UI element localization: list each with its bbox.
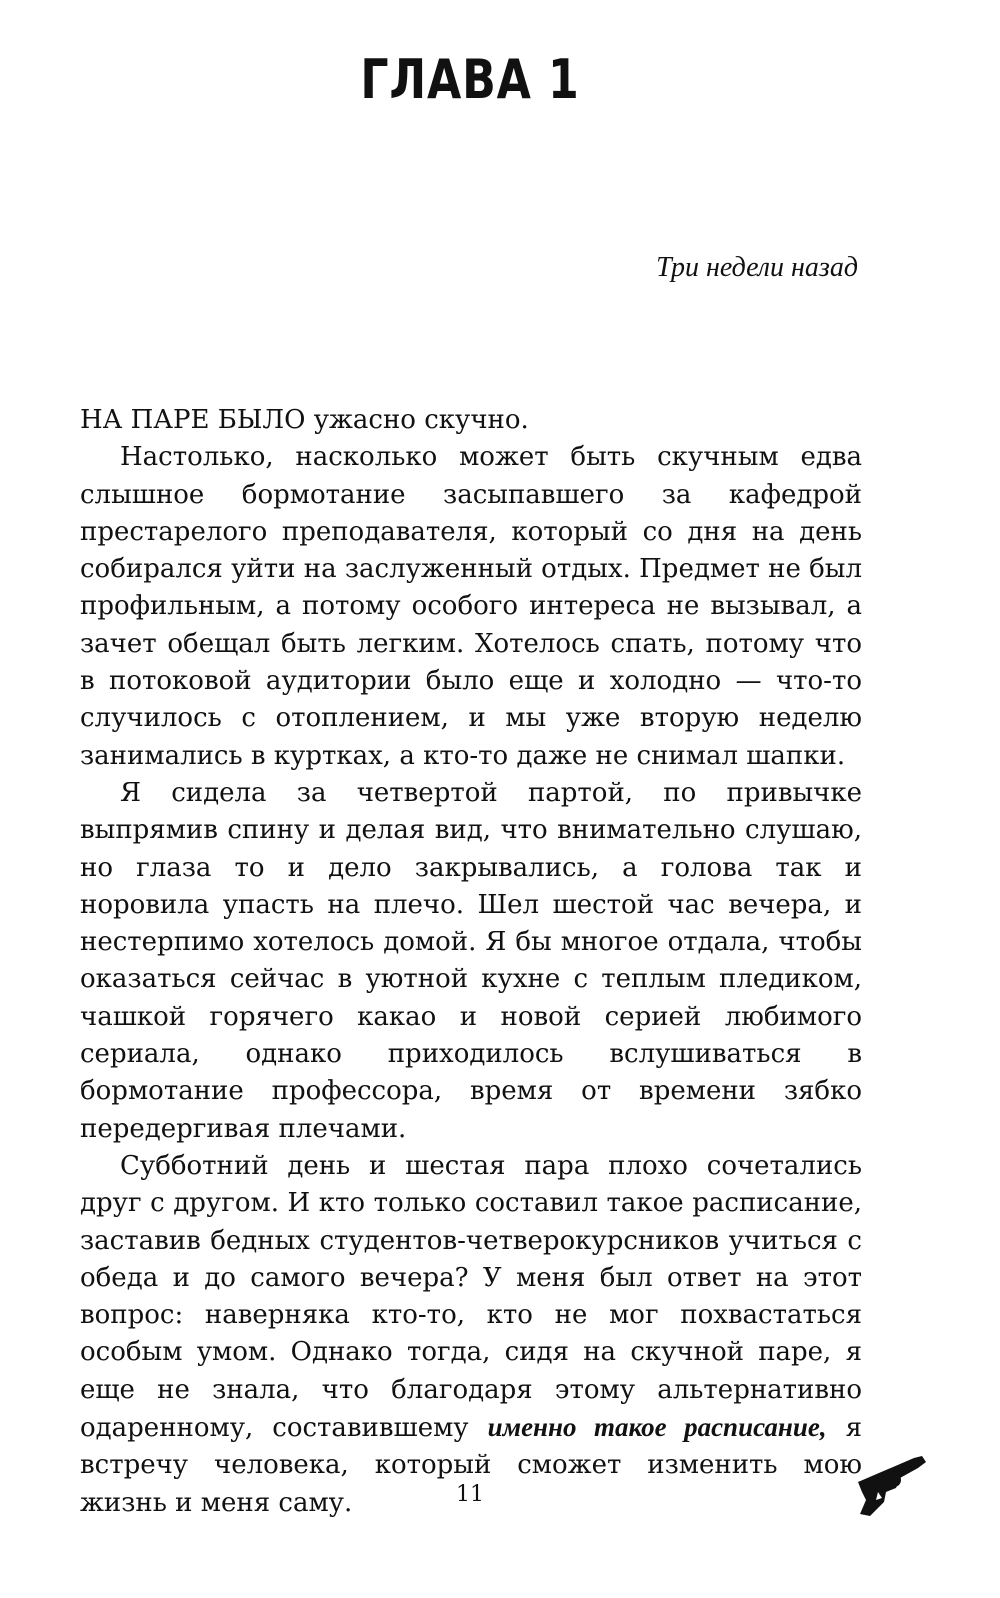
paragraph-text: ужасно скучно. [305,405,529,435]
page-number: 11 [456,1482,484,1507]
paragraph-text: Субботний день и шестая пара плохо сочетались друг с другом. И кто только составил такое расписание, заставив бедных студентов-четверокурсников учиться с обеда и до самого вечера? У меня был ответ на этот вопрос: наверняка кто-то, кто не мог похвастаться особым умом. Однако тогда, сидя на скучной паре, я еще не знала, что благодаря этому альтернативно одаренному, составившему [80,1150,862,1444]
revolver-icon [856,1452,928,1518]
paragraph-1 [80,402,862,439]
paragraph-2: Настолько, насколько может быть скучным едва слышное бормотание засыпавшего за кафедрой престарелого преподавателя, который со дня на день собирался уйти на заслуженный отдых. Предмет не был профильным, а потому особого интереса не вызывал, а зачет обещал быть легким. Хотелось спать, потому что в потоковой аудитории было еще и холодно — что-то случилось с отоплением, и мы уже вторую неделю занимались в куртках, а кто-то даже не снимал шапки. [80,442,862,771]
paragraph-lead: НА ПАРЕ БЫЛО [80,405,306,435]
paragraph-text: я встречу человека, который сможет изменить мою жизнь и меня саму. [80,1413,862,1518]
epigraph: Три недели назад [656,252,858,283]
chapter-title: ГЛАВА 1 [360,48,580,111]
emphasis-text: именно такое расписание, [487,1412,827,1443]
paragraph-4 [80,1148,862,1522]
body-text [80,402,862,1522]
paragraph-3: Я сидела за четвертой партой, по привычке выпрямив спину и делая вид, что внимательно слушаю, но глаза то и дело закрывались, а голова так и норовила упасть на плечо. Шел шестой час вечера, и нестерпимо хотелось домой. Я бы многое отдала, чтобы оказаться сейчас в уютной кухне с теплым пледиком, чашкой горячего какао и новой серией любимого сериала, однако приходилось вслушиваться в бормотание профессора, время от времени зябко передергивая плечами. [80,777,862,1144]
